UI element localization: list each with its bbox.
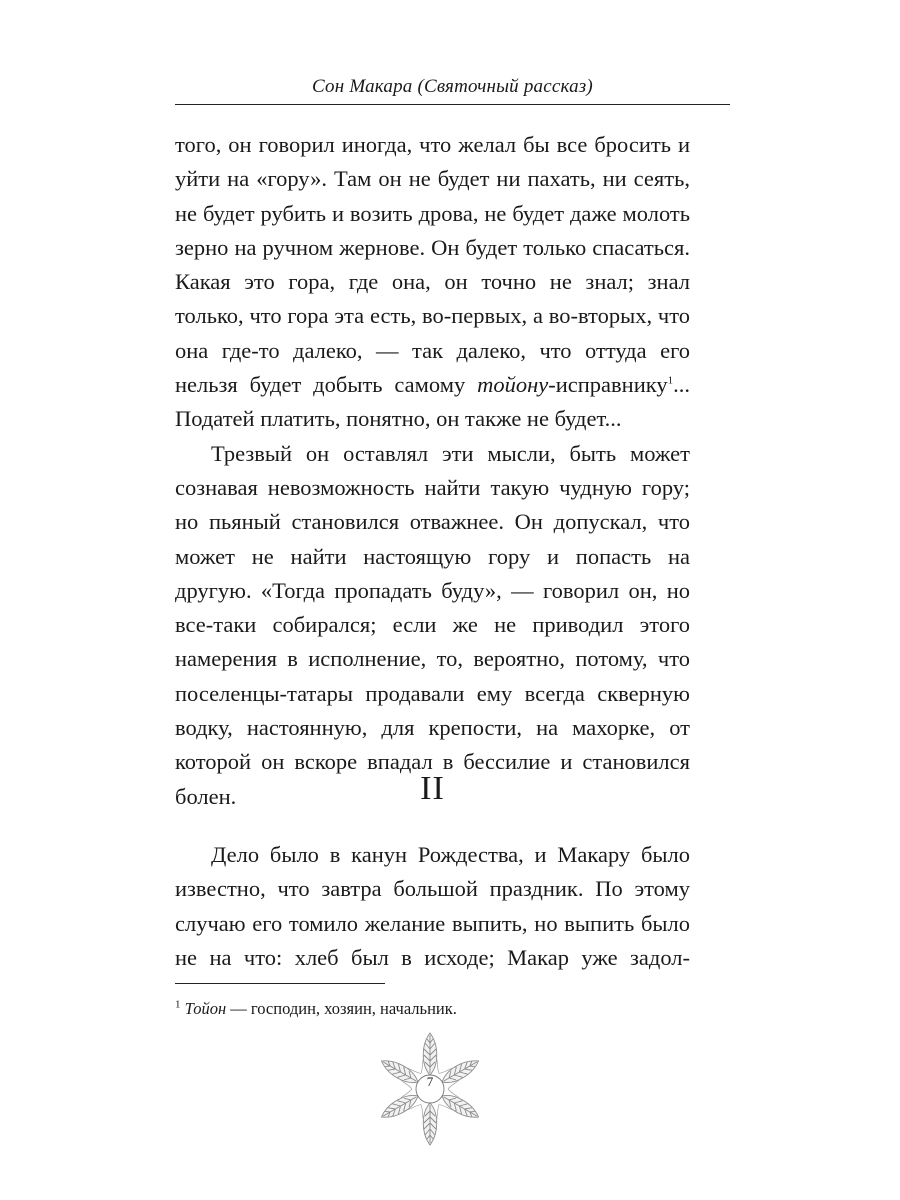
paragraph-1-text: того, он говорил иногда, что желал бы все бросить и уйти на «гору». Там он не будет ни пахать, ни сеять, не будет рубить и возить дрова, не будет даже молоть зерно на ручном жернове. Он будет только спасаться. Какая это гора, где она, он точно не знал; знал только, что гора эта есть, во-первых, а во-вторых, что она где-то далеко, — так далеко, что оттуда его нельзя будет добыть самому	[175, 132, 690, 398]
footnote-rule	[175, 983, 385, 984]
paragraph-1-text-cont: -исправнику	[548, 372, 668, 398]
paragraph-1	[175, 128, 690, 437]
main-text	[175, 128, 690, 814]
section-heading: II	[420, 770, 445, 807]
page-number: 7	[426, 1074, 434, 1089]
section-text	[175, 838, 690, 975]
paragraph-3: Дело было в канун Рождества, и Макару было известно, что завтра большой праздник. По этому случаю его томило желание выпить, но выпить было не на что: хлеб был в исходе; Макар уже задол-	[175, 842, 690, 970]
footnote-term: Тойон	[184, 999, 227, 1018]
footnote-reference[interactable]: 1	[667, 374, 674, 387]
footnote-mark: 1	[175, 998, 181, 1011]
header-rule	[175, 104, 730, 105]
paragraph-2: Трезвый он оставлял эти мысли, быть может сознавая невозможность найти такую чудную гору; но пьяный становился отважнее. Он допускал, что может не найти настоящую гору и попасть на другую. «Тогда пропадать буду», — говорил он, но все-таки собирался; если же не приводил этого намерения в исполнение, то, вероятно, потому, что поселенцы-татары продавали ему всегда скверную водку, настоянную, для крепости, на махорке, от которой он вскоре впадал в бессилие и становился болен.	[175, 440, 690, 809]
italic-term: тойону	[477, 372, 549, 398]
paragraph-1-text-end: ... Податей платить, понятно, он также не будет...	[175, 372, 690, 432]
footnote-definition: — господин, хозяин, начальник.	[226, 999, 457, 1018]
running-header: Сон Макара (Святочный рассказ)	[312, 76, 593, 97]
footnote	[175, 999, 457, 1019]
